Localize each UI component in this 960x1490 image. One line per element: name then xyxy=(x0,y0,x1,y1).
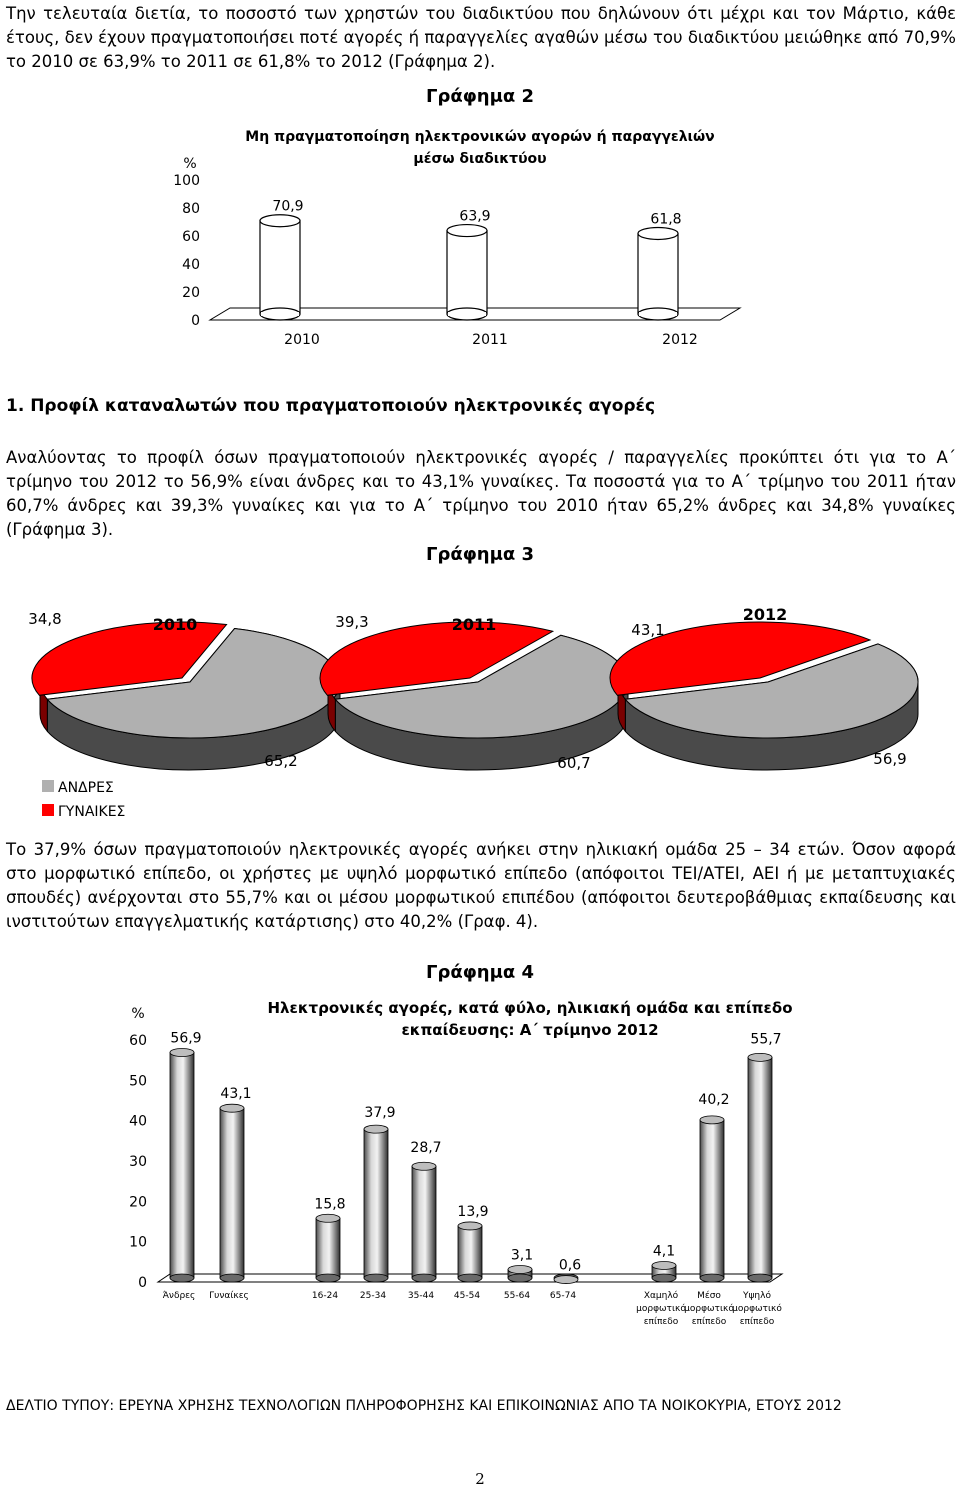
pie-year-label: 2010 xyxy=(152,615,198,634)
intro-paragraph: Την τελευταία διετία, το ποσοστό των χρηστών του διαδικτύου που δηλώνουν ότι μέχρι και τον Μάρτιο, κάθε έτους, δεν έχουν πραγματοποιήσει ποτέ αγορές ή παραγγελίες αγαθών μέσω του διαδικτύου μειώθηκε από 70,9% το 2010 σε 63,9% το 2011 σε 61,8% το 2012 (Γράφημα 2). xyxy=(6,4,956,71)
chart4-data-label: 15,8 xyxy=(314,1196,346,1213)
chart4-xtick-label: 16-24 xyxy=(311,1291,339,1301)
chart2-bar xyxy=(447,225,487,320)
pie-year-label: 2011 xyxy=(451,615,497,634)
footer: ΔΕΛΤΙΟ ΤΥΠΟΥ: ΕΡΕΥΝΑ ΧΡΗΣΗΣ ΤΕΧΝΟΛΟΓΙΩΝ ΠΛΗΡΟΦΟΡΗΣΗΣ ΚΑΙ ΕΠΙΚΟΙΝΩΝΙΑΣ ΑΠΟ ΤΑ ΝΟΙΚΟΚΥΡΙΑ, ΕΤΟΥΣ 2012 xyxy=(6,1398,842,1414)
chart4-xtick-label: 35-44 xyxy=(407,1291,435,1301)
chart2-bar-chart xyxy=(0,150,960,380)
chart4-data-label: 28,7 xyxy=(410,1140,442,1157)
pie-2010 xyxy=(32,622,340,770)
chart2-xtick-label: 2011 xyxy=(472,332,508,348)
chart4-data-label: 37,9 xyxy=(364,1105,396,1122)
chart2-ytick-label: 80 xyxy=(182,201,200,217)
chart4-data-label: 40,2 xyxy=(698,1091,730,1108)
chart4-ytick-label: 0 xyxy=(138,1275,147,1291)
chart4-data-label: 56,9 xyxy=(170,1030,202,1047)
chart4-bar xyxy=(700,1116,724,1282)
chart4-data-label: 4,1 xyxy=(652,1243,676,1260)
legend-label: ΑΝΔΡΕΣ xyxy=(58,780,114,796)
legend-label: ΓΥΝΑΙΚΕΣ xyxy=(58,804,126,820)
chart4-xtick-label: μορφωτικό xyxy=(732,1304,782,1314)
chart4-title-line2: εκπαίδευσης: Α΄ τρίμηνο 2012 xyxy=(401,1021,659,1039)
chart4-figure-label: Γράφημα 4 xyxy=(425,962,535,983)
chart4-xtick-label: επίπεδο xyxy=(643,1317,679,1327)
chart4-xtick-label: 45-54 xyxy=(453,1291,481,1301)
chart2-title-line2: μέσω διαδικτύου xyxy=(413,151,547,167)
chart4-xtick-label: Μέσο xyxy=(697,1291,721,1301)
chart4-bar xyxy=(220,1104,244,1282)
chart2-xtick-label: 2010 xyxy=(284,332,320,348)
chart4-data-label: 3,1 xyxy=(510,1247,534,1264)
chart4-data-label: 55,7 xyxy=(750,1031,782,1048)
chart4-bar xyxy=(316,1214,340,1282)
chart4-xtick-label: 65-74 xyxy=(549,1291,577,1301)
chart2-xtick-label: 2012 xyxy=(662,332,698,348)
chart4-bar xyxy=(412,1162,436,1282)
chart2-data-label: 61,8 xyxy=(650,211,682,228)
chart4-xtick-label: 55-64 xyxy=(503,1291,531,1301)
chart4-xtick-label: Υψηλό xyxy=(743,1291,771,1301)
chart3-pie-charts xyxy=(0,590,960,830)
chart4-bar xyxy=(652,1261,676,1282)
profile-paragraph: Αναλύοντας το προφίλ όσων πραγματοποιούν ηλεκτρονικές αγορές / παραγγελίες προκύπτει ότι για το Α΄ τρίμηνο του 2012 το 56,9% είναι άνδρες και το 43,1% γυναίκες. Τα ποσοστά για το Α΄ τρίμηνο του 2011 ήταν 60,7% άνδρες και 39,3% γυναίκες και για το Α΄ τρίμηνο του 2010 ήταν 65,2% άνδρες και 34,8% γυναίκες (Γράφημα 3). xyxy=(6,448,956,539)
chart4-xtick-label: μορφωτικό xyxy=(636,1304,686,1314)
pie-women-label: 34,8 xyxy=(28,610,62,628)
chart2-data-label: 70,9 xyxy=(272,198,304,215)
age-education-paragraph: Το 37,9% όσων πραγματοποιούν ηλεκτρονικές αγορές ανήκει στην ηλικιακή ομάδα 25 – 34 ετών. Όσον αφορά στο μορφωτικό επίπεδο, οι χρήστες με υψηλό μορφωτικό επίπεδο (απόφοιτοι ΤΕΙ/ΑΤΕΙ, ΑΕΙ ή με μεταπτυχιακές σπουδές) ανέρχονται στο 55,7% και οι μέσου μορφωτικού επιπέδου (απόφοιτοι δευτεροβάθμιας εκπαίδευσης και ινστιτούτων επαγγελματικής κατάρτισης) στο 40,2% (Γραφ. 4). xyxy=(6,840,956,931)
chart4-title-line1: Ηλεκτρονικές αγορές, κατά φύλο, ηλικιακή ομάδα και επίπεδο xyxy=(267,999,793,1017)
chart4-xtick-label: 25-34 xyxy=(359,1291,387,1301)
chart2-ylabel: % xyxy=(183,156,197,172)
legend-swatch xyxy=(42,804,54,816)
chart4-ytick-label: 60 xyxy=(129,1033,147,1049)
chart4-ytick-label: 30 xyxy=(129,1154,147,1170)
chart4-ytick-label: 10 xyxy=(129,1234,147,1251)
chart2-ytick-label: 100 xyxy=(173,173,200,189)
chart4-xtick-label: επίπεδο xyxy=(739,1317,775,1327)
chart4-xtick-label: Χαμηλό xyxy=(643,1291,679,1301)
chart4-bar xyxy=(508,1265,532,1282)
chart4-bar xyxy=(364,1125,388,1282)
pie-year-label: 2012 xyxy=(742,605,788,624)
chart4-xtick-label: Γυναίκες xyxy=(209,1291,249,1301)
legend-swatch xyxy=(42,780,54,792)
pie-women-label: 43,1 xyxy=(631,621,665,639)
chart2-title-line1: Μη πραγματοποίηση ηλεκτρονικών αγορών ή παραγγελιών xyxy=(245,129,715,145)
chart4-xtick-label: Άνδρες xyxy=(162,1291,196,1301)
chart4-xtick-label: μορφωτικό xyxy=(684,1304,734,1314)
chart4-ytick-label: 40 xyxy=(129,1113,147,1130)
chart2-bar xyxy=(260,215,300,320)
chart4-bar xyxy=(554,1274,578,1284)
page-number: 2 xyxy=(475,1470,485,1488)
chart4-bar-chart xyxy=(0,1000,960,1340)
chart2-ytick-label: 0 xyxy=(191,313,200,329)
chart4-bar xyxy=(748,1053,772,1282)
section-heading: 1. Προφίλ καταναλωτών που πραγματοποιούν ηλεκτρονικές αγορές xyxy=(6,396,656,416)
chart3-figure-label: Γράφημα 3 xyxy=(425,544,535,565)
chart4-bar xyxy=(170,1049,194,1282)
chart2-data-label: 63,9 xyxy=(459,208,491,225)
pie-2011 xyxy=(320,622,628,770)
pie-men-label: 56,9 xyxy=(873,750,907,768)
chart2-ytick-label: 60 xyxy=(182,229,200,245)
chart4-ylabel: % xyxy=(131,1006,145,1022)
chart2-bar xyxy=(638,227,678,320)
chart4-data-label: 13,9 xyxy=(457,1203,489,1220)
chart4-xtick-label: επίπεδο xyxy=(691,1317,727,1327)
chart2-figure-label: Γράφημα 2 xyxy=(425,86,535,107)
chart4-data-label: 43,1 xyxy=(220,1086,252,1103)
chart4-ytick-label: 20 xyxy=(129,1194,147,1211)
pie-men-label: 65,2 xyxy=(264,752,298,770)
chart4-bar xyxy=(458,1222,482,1282)
pie-2012 xyxy=(610,622,918,770)
pie-men-label: 60,7 xyxy=(557,754,591,772)
chart2-ytick-label: 40 xyxy=(182,257,200,273)
chart2-ytick-label: 20 xyxy=(182,285,200,301)
chart4-ytick-label: 50 xyxy=(129,1073,147,1090)
pie-women-label: 39,3 xyxy=(335,613,369,631)
chart4-data-label: 0,6 xyxy=(558,1257,582,1274)
